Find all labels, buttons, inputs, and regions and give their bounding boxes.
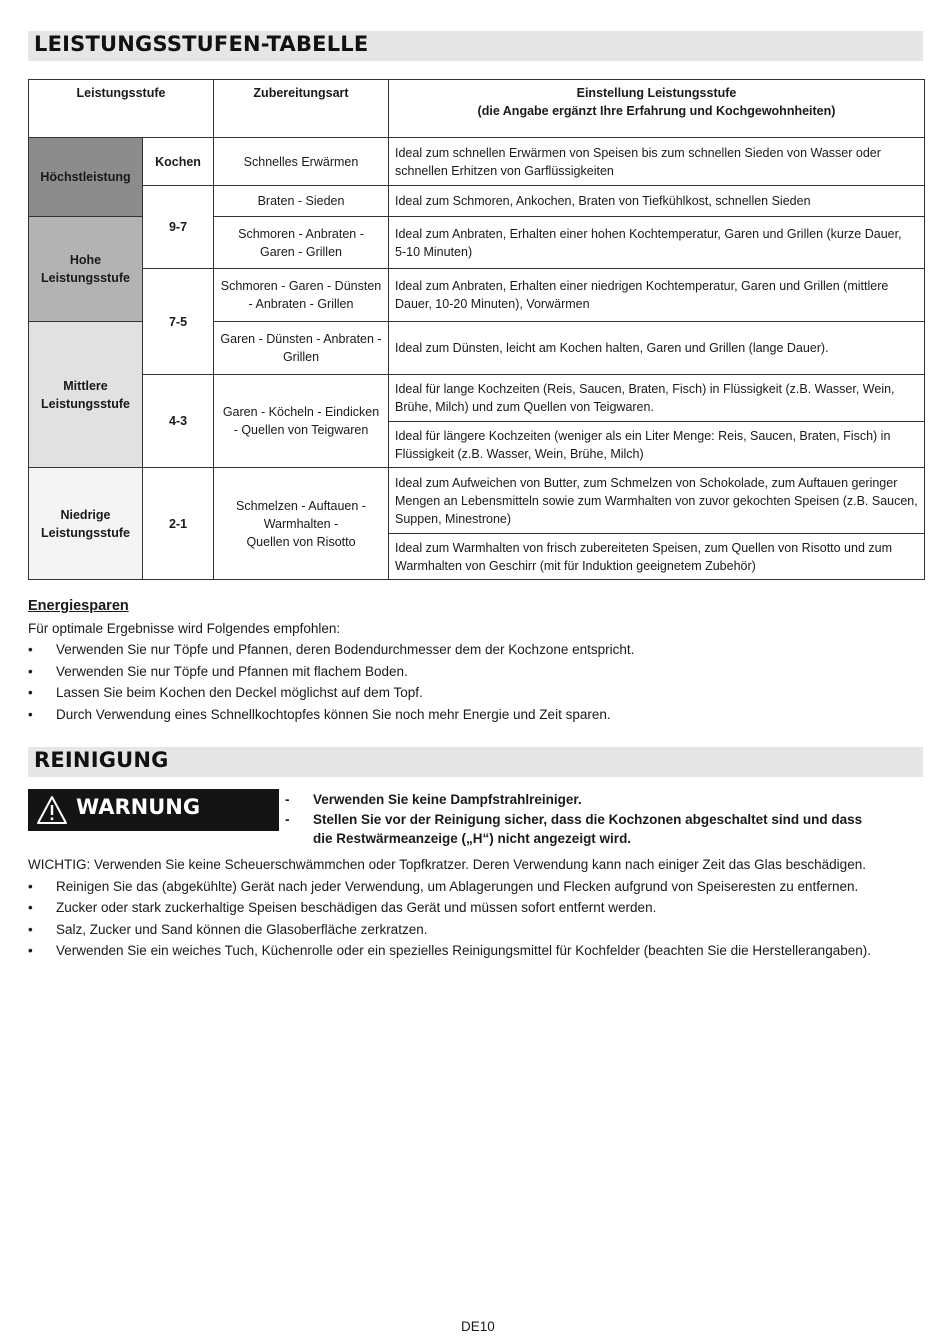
cleaning-note: WICHTIG: Verwenden Sie keine Scheuerschwämmchen oder Topfkratzer. Deren Verwendung kann nach einiger Zeit das Glas beschädigen. — [28, 857, 866, 872]
table-row — [29, 186, 925, 217]
stage-cell: Kochen — [143, 138, 214, 186]
warning-item: - Stellen Sie vor der Reinigung sicher, dass die Kochzonen abgeschaltet sind und dass die Restwärmeanzeige („H“) nicht angezeigt wird. — [285, 810, 885, 849]
section-title: LEISTUNGSSTUFEN-TABELLE — [34, 32, 369, 56]
warning-list — [285, 790, 885, 849]
header-setting: Einstellung Leistungsstufe (die Angabe ergänzt Ihre Erfahrung und Kochgewohnheiten) — [477, 86, 836, 118]
warning-label: WARNUNG — [76, 795, 201, 819]
description-cell: Ideal zum Warmhalten von frisch zubereiteten Speisen, zum Quellen von Risotto und zum Warmhalten von Geschirr (mit für Induktion geeignetem Zubehör) — [389, 534, 925, 580]
description-cell: Ideal für lange Kochzeiten (Reis, Saucen, Braten, Fisch) in Flüssigkeit (z.B. Wasser, Wein, Brühe, Milch) und zum Quellen von Teigwaren. — [389, 375, 925, 422]
level-high-cell: Hohe Leistungsstufe — [29, 217, 143, 322]
table-row — [29, 269, 925, 322]
stage-cell: 4-3 — [143, 375, 214, 468]
list-item: • Verwenden Sie nur Töpfe und Pfannen, deren Bodendurchmesser dem der Kochzone entspricht. — [28, 639, 908, 661]
list-item: • Verwenden Sie ein weiches Tuch, Küchenrolle oder ein spezielles Reinigungsmittel für Kochfelder (beachten Sie die Herstellerangaben). — [28, 940, 918, 962]
list-item: • Lassen Sie beim Kochen den Deckel möglichst auf dem Topf. — [28, 682, 908, 704]
section-title-bar — [28, 31, 923, 61]
method-cell: Garen - Dünsten - Anbraten - Grillen — [214, 322, 389, 375]
section-title: REINIGUNG — [34, 748, 169, 772]
method-cell: Schnelles Erwärmen — [214, 138, 389, 186]
list-item: • Durch Verwendung eines Schnellkochtopfes können Sie noch mehr Energie und Zeit sparen. — [28, 704, 908, 726]
description-cell: Ideal zum Schmoren, Ankochen, Braten von Tiefkühlkost, schnellen Sieden — [389, 186, 925, 217]
level-max-cell: Höchstleistung — [29, 138, 143, 217]
description-cell: Ideal zum Dünsten, leicht am Kochen halten, Garen und Grillen (lange Dauer). — [389, 322, 925, 375]
table-row — [29, 138, 925, 186]
list-item: • Zucker oder stark zuckerhaltige Speisen beschädigen das Gerät und müssen sofort entfernt werden. — [28, 897, 918, 919]
description-cell: Ideal zum Aufweichen von Butter, zum Schmelzen von Schokolade, zum Auftauen geringer Mengen an Lebensmitteln sowie zum Warmhalten von zuvor gekochten Speisen (z.B. Saucen, Suppen, Minestrone) — [389, 468, 925, 534]
warning-box — [28, 789, 279, 831]
method-cell: Schmoren - Anbraten - Garen - Grillen — [214, 217, 389, 269]
section-title-bar — [28, 747, 923, 777]
list-item: • Salz, Zucker und Sand können die Glasoberfläche zerkratzen. — [28, 919, 918, 941]
warning-triangle-icon — [36, 794, 68, 826]
list-item: • Verwenden Sie nur Töpfe und Pfannen mit flachem Boden. — [28, 661, 908, 683]
table-row — [29, 375, 925, 422]
energy-heading: Energiesparen — [28, 598, 129, 614]
method-cell: Garen - Köcheln - Eindicken - Quellen von Teigwaren — [214, 375, 389, 468]
description-cell: Ideal für längere Kochzeiten (weniger als ein Liter Menge: Reis, Saucen, Braten, Fisch) in Flüssigkeit (z.B. Wasser, Wein, Brühe, Milch) — [389, 422, 925, 468]
energy-list — [28, 639, 908, 725]
list-item: • Reinigen Sie das (abgekühlte) Gerät nach jeder Verwendung, um Ablagerungen und Flecken aufgrund von Speiseresten zu entfernen. — [28, 876, 918, 898]
energy-intro: Für optimale Ergebnisse wird Folgendes empfohlen: — [28, 620, 341, 636]
page-number: DE10 — [461, 1319, 495, 1334]
cleaning-list — [28, 876, 918, 962]
warning-item: - Verwenden Sie keine Dampfstrahlreiniger. — [285, 790, 885, 810]
stage-cell: 2-1 — [143, 468, 214, 580]
level-mid-cell: Mittlere Leistungsstufe — [29, 322, 143, 468]
stage-cell: 9-7 — [143, 186, 214, 269]
stage-cell: 7-5 — [143, 269, 214, 375]
cleaning-section — [28, 854, 918, 962]
energy-section — [28, 596, 908, 725]
description-cell: Ideal zum Anbraten, Erhalten einer hohen Kochtemperatur, Garen und Grillen (kurze Dauer, 5-10 Minuten) — [389, 217, 925, 269]
method-cell: Schmoren - Garen - Dünsten - Anbraten - Grillen — [214, 269, 389, 322]
description-cell: Ideal zum schnellen Erwärmen von Speisen bis zum schnellen Sieden von Wasser oder schnellen Erhitzen von Garflüssigkeiten — [389, 138, 925, 186]
power-level-table — [28, 79, 925, 580]
table-row — [29, 468, 925, 534]
method-cell: Braten - Sieden — [214, 186, 389, 217]
description-cell: Ideal zum Anbraten, Erhalten einer niedrigen Kochtemperatur, Garen und Grillen (mittlere Dauer, 10-20 Minuten), Vorwärmen — [389, 269, 925, 322]
header-method: Zubereitungsart — [253, 86, 349, 100]
header-level: Leistungsstufe — [76, 86, 166, 100]
level-low-cell: Niedrige Leistungsstufe — [29, 468, 143, 580]
method-cell: Schmelzen - Auftauen - Warmhalten - Quellen von Risotto — [214, 468, 389, 580]
table-header-row — [29, 80, 925, 138]
